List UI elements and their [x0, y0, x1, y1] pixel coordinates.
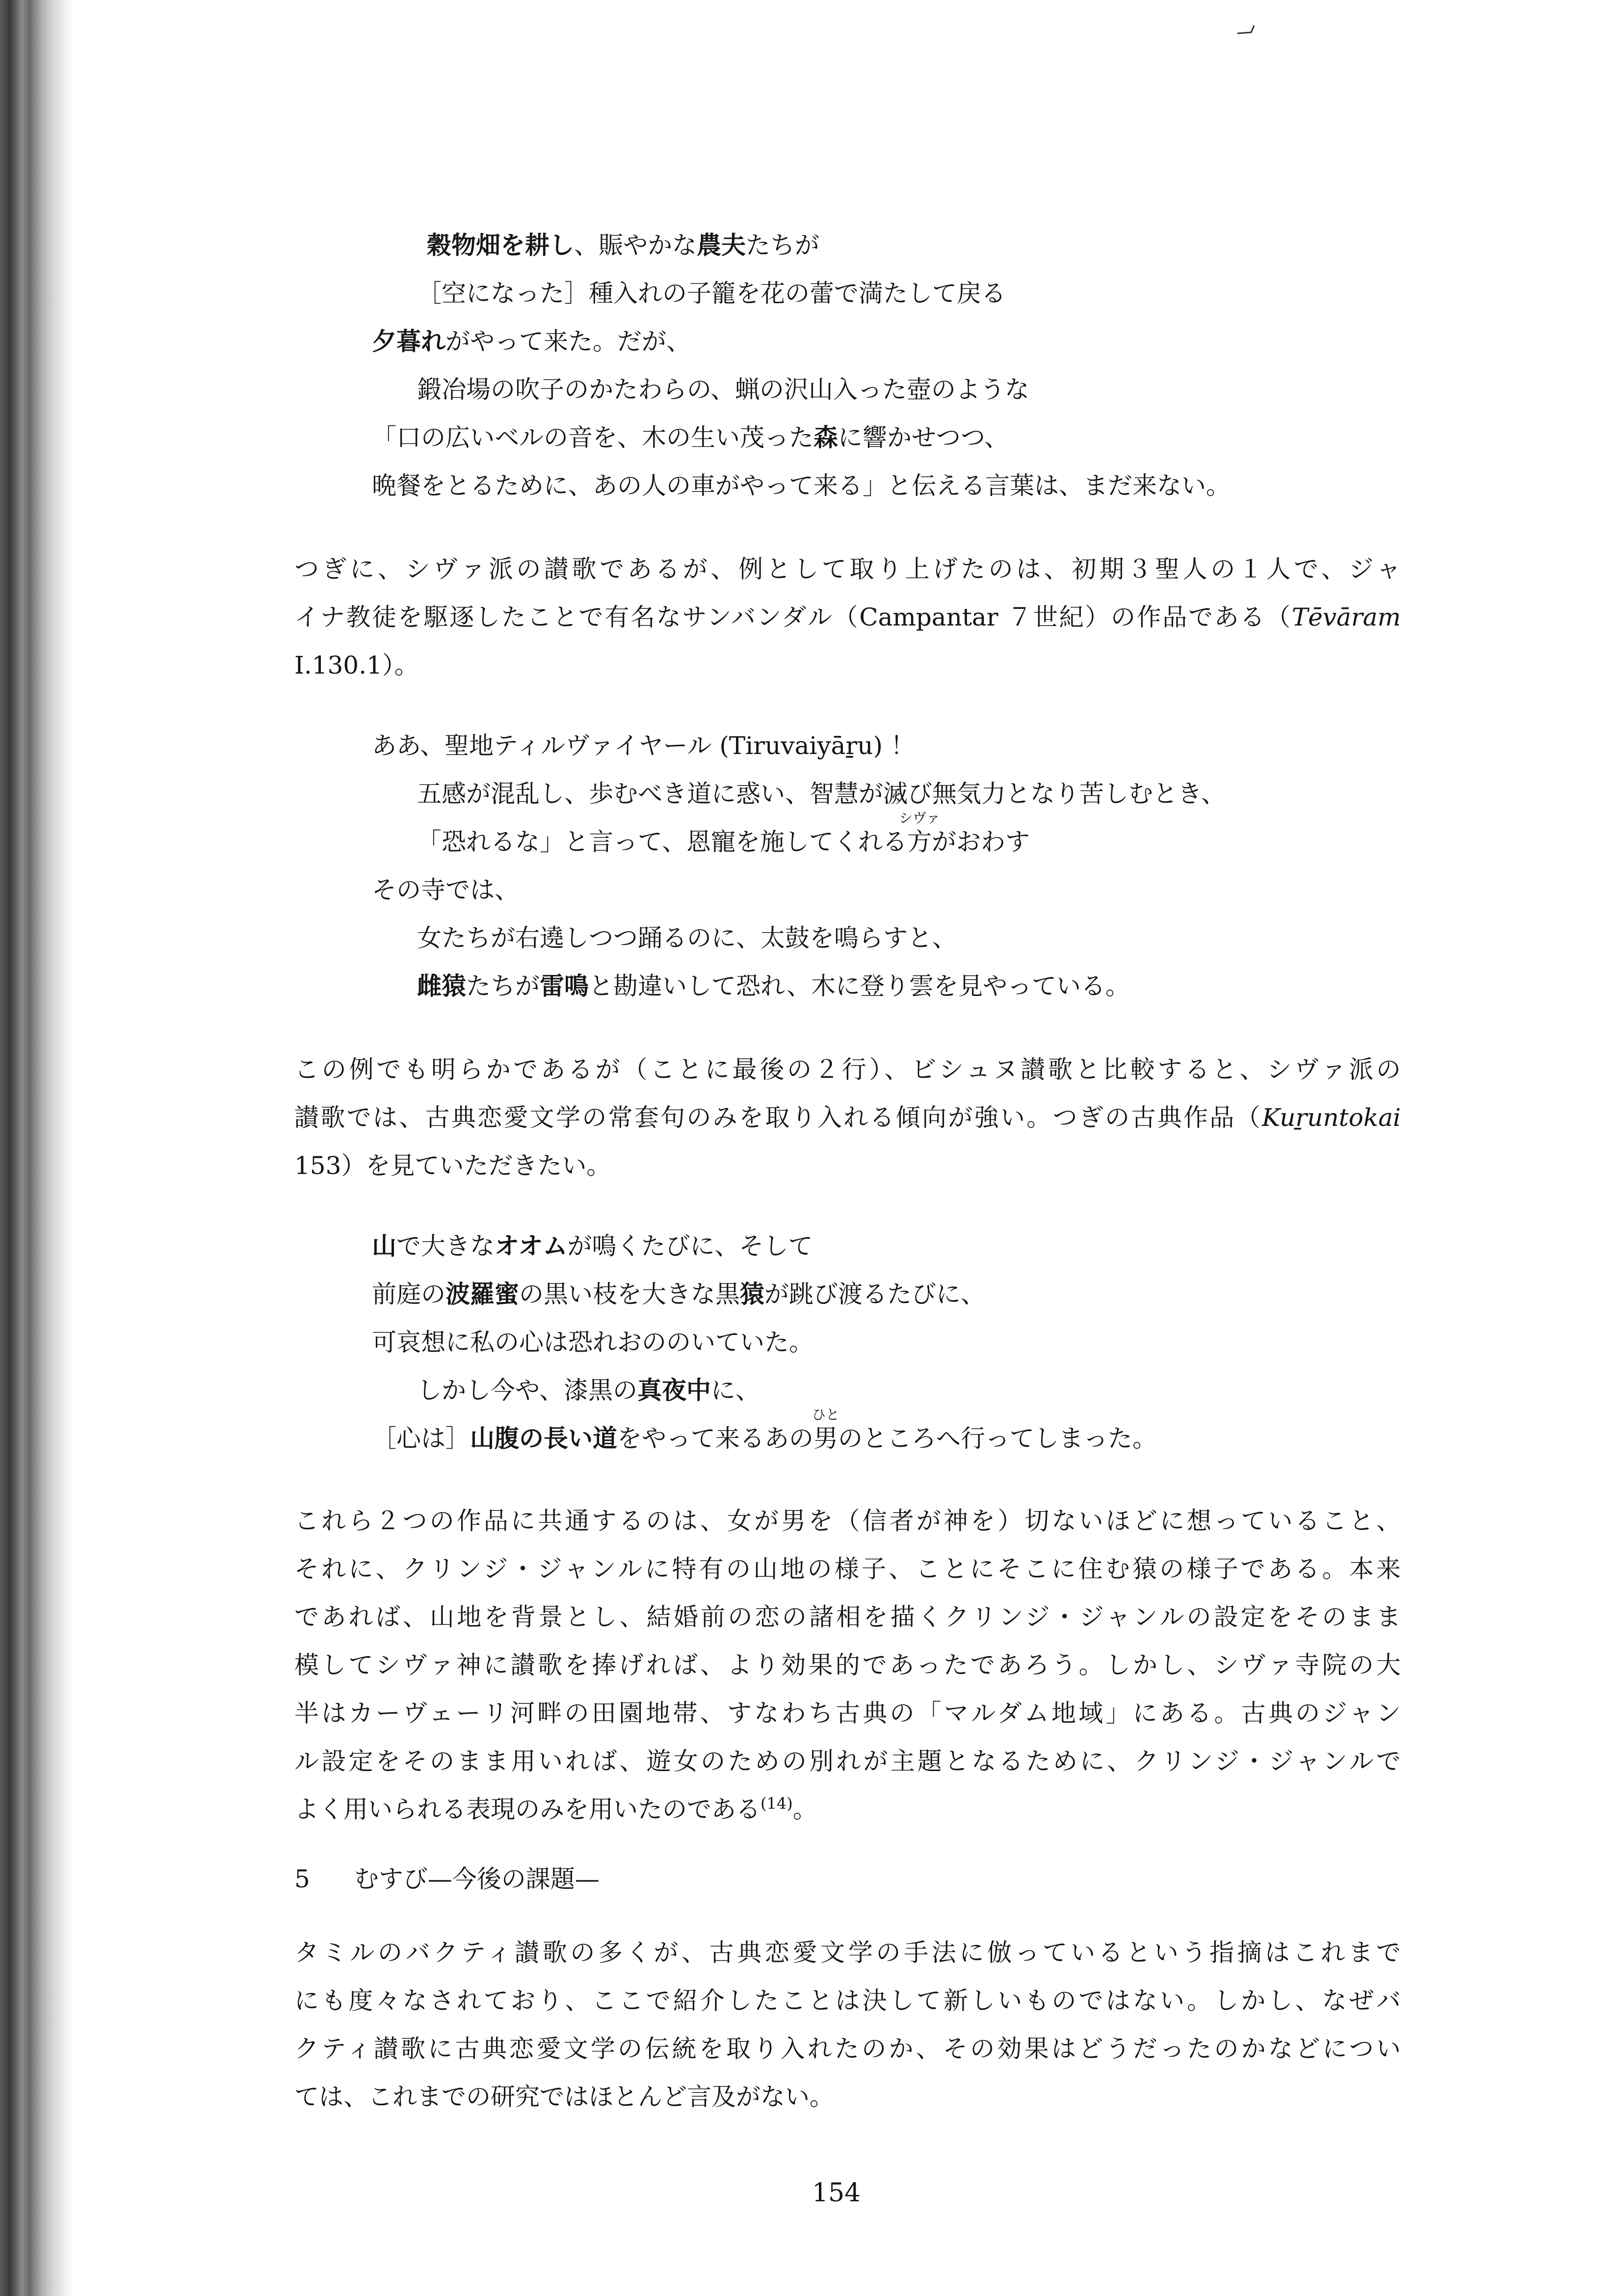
para3-line5: 半はカーヴェーリ河畔の田園地帯、すなわち古典の「マルダム地域」にある。古典のジャン: [294, 1699, 1401, 1727]
para3-line4: 模してシヴァ神に讃歌を捧げれば、より効果的であったであろう。しかし、シヴァ寺院の大: [294, 1651, 1401, 1679]
para2-line1: この例でも明らかであるが（ことに最後の２行）、ビシュヌ讃歌と比較すると、シヴァ派の: [294, 1055, 1401, 1084]
bold-term: 穀物畑を耕し: [427, 231, 574, 260]
verse2-line2: 五感が混乱し、歩むべき道に惑い、智慧が滅び無気力となり苦しむとき、: [417, 780, 1226, 808]
ruby-annotation: ひと 男: [812, 1407, 840, 1453]
verse1-line6: 晩餐をとるために、あの人の車がやって来る」と伝える言葉は、まだ来ない。: [372, 471, 1231, 500]
section-number: 5: [294, 1865, 310, 1893]
verse1-line1: 穀物畑を耕し、賑やかな農夫たちが: [427, 231, 819, 260]
bold-term: 雷鳴: [540, 972, 589, 1000]
bold-term: 山腹の長い道: [470, 1424, 617, 1453]
bold-term: 雌猿: [417, 972, 466, 1000]
ruby-annotation: シヴァ 方: [899, 810, 940, 856]
bold-term: 山: [372, 1232, 396, 1260]
bold-term: 波羅蜜: [445, 1280, 519, 1308]
page-number: 154: [812, 2178, 861, 2208]
italic-title: Tēvāram: [1291, 603, 1401, 631]
para4-line1: タミルのバクティ讃歌の多くが、古典恋愛文学の手法に倣っているという指摘はこれまで: [294, 1938, 1401, 1967]
bold-term: オオム: [495, 1232, 568, 1260]
verse3-line4: しかし今や、漆黒の真夜中に、: [417, 1376, 760, 1405]
para1-line3: I.130.1）。: [294, 651, 419, 679]
bold-term: 真夜中: [637, 1376, 711, 1405]
para3-line3: であれば、山地を背景とし、結婚前の恋の諸相を描くクリンジ・ジャンルの設定をそのまま: [294, 1603, 1401, 1631]
verse1-line3: 夕暮れがやって来た。だが、: [372, 327, 691, 356]
bold-term: 夕暮れ: [372, 327, 445, 356]
para3-line2: それに、クリンジ・ジャンルに特有の山地の様子、ことにそこに住む猿の様子である。本来: [294, 1555, 1401, 1583]
verse1-line4: 鍛冶場の吹子のかたわらの、蝋の沢山入った壺のような: [417, 375, 1029, 404]
para1-line2: イナ教徒を駆逐したことで有名なサンバンダル（Campantar ７世紀）の作品である（Tēvāram: [294, 603, 1401, 631]
para2-line3: 153）を見ていただきたい。: [294, 1151, 611, 1180]
section-heading: [294, 1864, 600, 1894]
verse3-line5: ［心は］山腹の長い道をやって来るあの ひと 男のところへ行ってしまった。: [372, 1407, 1157, 1453]
para3-line7: よく用いられる表現のみを用いたのである$^{(14)}$。: [294, 1794, 817, 1824]
verse2-line6: 雌猿たちが雷鳴と勘違いして恐れ、木に登り雲を見やっている。: [417, 972, 1130, 1000]
bold-term: 森: [813, 423, 838, 452]
para1-line1: つぎに、シヴァ派の讃歌であるが、例として取り上げたのは、初期３聖人の１人で、ジャ: [294, 555, 1401, 583]
section-title: むすび—今後の課題—: [354, 1865, 600, 1893]
para4-line3: クティ讃歌に古典恋愛文学の伝統を取り入れたのか、その効果はどうだったのかなどについ: [294, 2035, 1401, 2063]
scan-binding-shadow: [0, 0, 74, 2296]
bold-term: 猿: [740, 1280, 764, 1308]
footnote-ref: (14): [760, 1794, 793, 1813]
para3-line6: ル設定をそのまま用いれば、遊女のための別れが主題となるために、クリンジ・ジャンルで: [294, 1747, 1401, 1775]
bold-term: 農夫: [697, 231, 746, 260]
para3-line1: これら２つの作品に共通するのは、女が男を（信者が神を）切ないほどに想っていること、: [294, 1507, 1401, 1535]
para2-line2: 讃歌では、古典恋愛文学の常套句のみを取り入れる傾向が強い。つぎの古典作品（Kuṟuntokai: [294, 1103, 1401, 1132]
scan-mark: [1236, 24, 1258, 36]
verse2-line3: 「恐れるな」と言って、恩寵を施してくれる シヴァ 方がおわす: [417, 810, 1030, 856]
verse2-line4: その寺では、: [372, 876, 519, 904]
verse2-line5: 女たちが右遶しつつ踊るのに、太鼓を鳴らすと、: [417, 924, 957, 952]
verse3-line3: 可哀想に私の心は恐れおののいていた。: [372, 1328, 813, 1357]
verse1-line5: 「口の広いベルの音を、木の生い茂った森に響かせつつ、: [372, 423, 1009, 452]
italic-title: Kuṟuntokai: [1261, 1103, 1401, 1132]
verse1-line2: ［空になった］種入れの子籠を花の蕾で満たして戻る: [417, 279, 1006, 308]
verse3-line2: 前庭の波羅蜜の黒い枝を大きな黒猿が跳び渡るたびに、: [372, 1280, 985, 1308]
para4-line4: ては、これまでの研究ではほとんど言及がない。: [294, 2083, 834, 2111]
verse3-line1: 山で大きなオオムが鳴くたびに、そして: [372, 1232, 813, 1260]
para4-line2: にも度々なされており、ここで紹介したことは決して新しいものではない。しかし、なぜバ: [294, 1986, 1401, 2015]
verse2-line1: ああ、聖地ティルヴァイヤール (Tiruvaiyāṟu) ！: [372, 731, 915, 760]
